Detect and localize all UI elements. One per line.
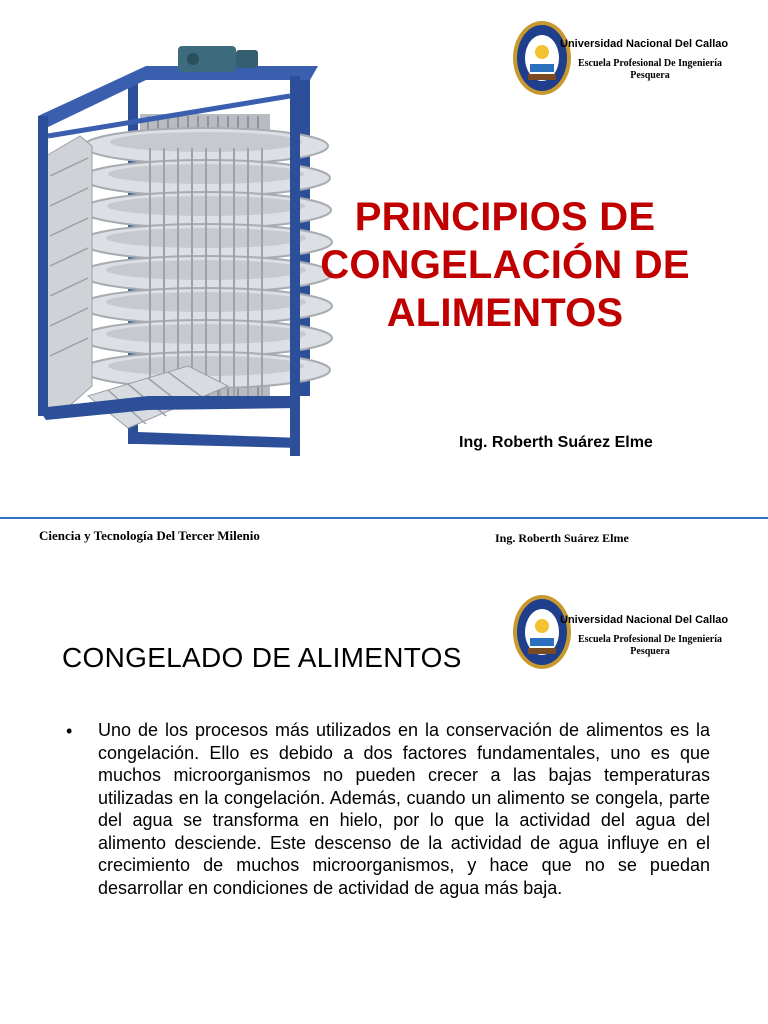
spiral-freezer-image bbox=[28, 36, 340, 468]
bullet-marker: • bbox=[66, 721, 73, 741]
slide-content bbox=[0, 576, 768, 1024]
footer-divider bbox=[0, 517, 768, 519]
author-name: Ing. Roberth Suárez Elme bbox=[459, 434, 653, 451]
slide-title-heading bbox=[320, 193, 690, 337]
school-name bbox=[560, 58, 740, 82]
school-line-2: Pesquera bbox=[630, 70, 670, 81]
title-line-1: PRINCIPIOS DE bbox=[354, 195, 656, 239]
footer-left-text: Ciencia y Tecnología Del Tercer Milenio bbox=[39, 528, 260, 543]
university-name: Universidad Nacional Del Callao bbox=[560, 614, 729, 626]
title-line-3: ALIMENTOS bbox=[386, 291, 624, 335]
school-line-1: Escuela Profesional De Ingeniería bbox=[578, 634, 722, 645]
section-heading: CONGELADO DE ALIMENTOS bbox=[62, 642, 462, 673]
university-heading bbox=[560, 38, 740, 82]
university-heading bbox=[560, 614, 740, 658]
bullet-paragraph: Uno de los procesos más utilizados en la conservación de alimentos es la congelación. Ello es debido a dos factores fundamentales, uno es que muchos microorganismos no pueden crecer a las bajas temperaturas utilizadas en la congelación. Además, cuando un alimento se congela, parte del agua se transforma en hielo, por lo que la actividad del agua del alimento desciende. Este descenso de la actividad de agua influye en el crecimiento de muchos microorganismos, y hace que no se puedan desarrollar en condiciones de actividad de agua más baja. bbox=[98, 720, 710, 898]
school-line-2: Pesquera bbox=[630, 646, 670, 657]
school-name bbox=[560, 634, 740, 658]
title-line-2: CONGELACIÓN DE bbox=[320, 243, 690, 287]
school-line-1: Escuela Profesional De Ingeniería bbox=[578, 58, 722, 69]
bullet-list bbox=[66, 719, 710, 899]
footer-right-text: Ing. Roberth Suárez Elme bbox=[495, 531, 629, 545]
university-name: Universidad Nacional Del Callao bbox=[560, 38, 729, 50]
